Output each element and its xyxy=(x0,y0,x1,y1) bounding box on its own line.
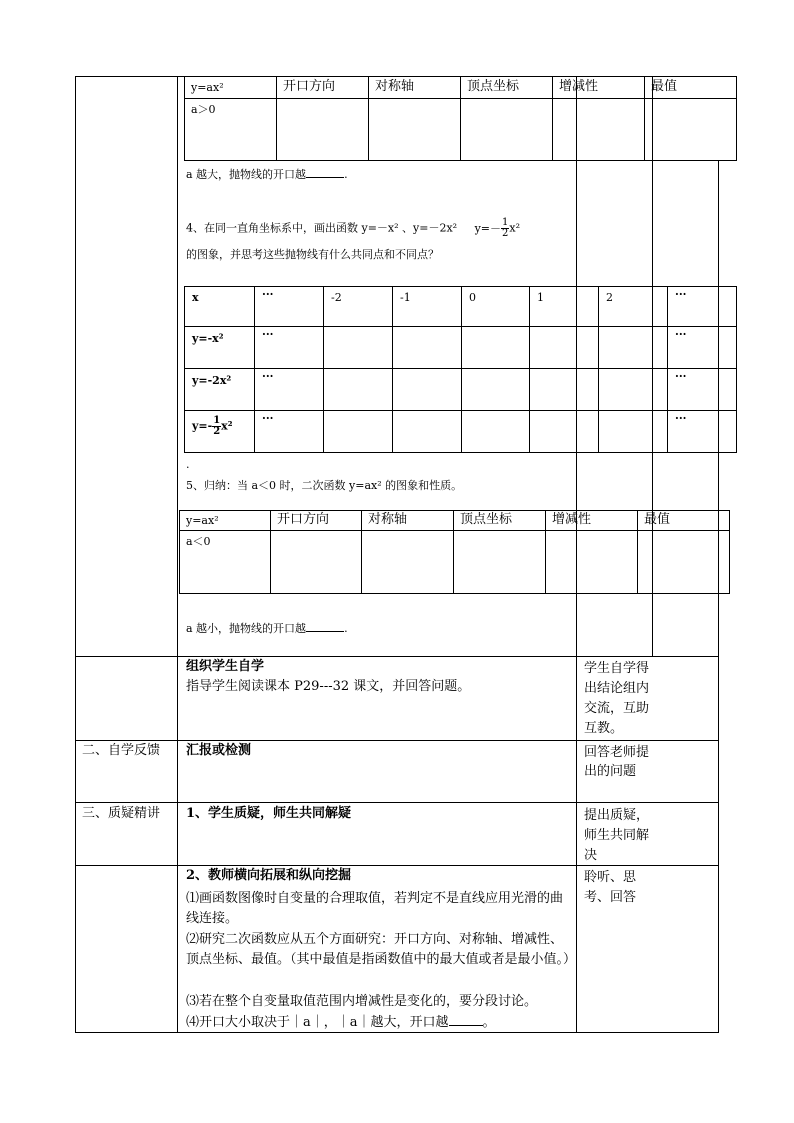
outer-top-left-border xyxy=(75,76,185,77)
value-table-row-ellipsis: ··· xyxy=(262,370,274,383)
table-positive-header-func: y=ax² xyxy=(191,81,224,94)
extra-column-border xyxy=(652,76,653,656)
value-table-header-0: 0 xyxy=(469,291,476,304)
value-table-header-2: 2 xyxy=(606,291,613,304)
value-table-header-neg1: -1 xyxy=(400,291,411,304)
q4-line1: 4、在同一直角坐标系中，画出函数 y=－x² 、y=－2x² y=－ $\frac{1}{2}$ x² xyxy=(186,217,521,239)
value-table-header-ellipsis-right: ··· xyxy=(675,288,687,301)
table-negative-header-extreme: 最值 xyxy=(644,512,671,527)
q5-text: 5、归纳：当 a＜0 时，二次函数 y=ax² 的图象和性质。 xyxy=(186,479,463,492)
note-negative: a 越小，抛物线的开口越 . xyxy=(186,619,348,636)
extend-point-4: ⑷开口大小取决于｜a｜，｜a｜越大，开口越 。 xyxy=(186,1015,496,1030)
table-negative-header-axis: 对称轴 xyxy=(368,512,408,527)
extend-point-1: ⑴画函数图像时自变量的合理取值，若判定不是直线应用光滑的曲线连接。 xyxy=(186,891,564,926)
table-positive-row-label: a＞0 xyxy=(191,103,216,116)
feedback-title: 汇报或检测 xyxy=(186,743,252,758)
table-negative-header-monotonic: 增减性 xyxy=(552,512,592,527)
table-negative-header-vertex: 顶点坐标 xyxy=(460,512,513,527)
explain-student-activity: 提出质疑，师生共同解决 xyxy=(584,808,650,863)
extend-student-activity: 聆听、思考、回答 xyxy=(584,870,637,905)
table-negative-row-label: a＜0 xyxy=(186,535,211,548)
note-positive: a 越大，抛物线的开口越 . xyxy=(186,165,348,182)
table-positive-header-monotonic: 增减性 xyxy=(559,79,599,94)
row-divider xyxy=(75,740,719,741)
value-table-row-label: y=-2x² xyxy=(192,374,232,387)
table-positive-header-axis: 对称轴 xyxy=(375,79,415,94)
table-negative-header-direction: 开口方向 xyxy=(277,512,330,527)
stray-dot: . xyxy=(186,458,190,471)
outer-right-border xyxy=(718,160,719,1032)
self-study-student-activity: 学生自学得出结论组内交流，互助互教。 xyxy=(584,661,650,736)
outer-bottom-border xyxy=(75,1032,719,1033)
content-column-border xyxy=(576,76,577,1032)
value-table-row-ellipsis: ··· xyxy=(262,328,274,341)
table-positive-header-vertex: 顶点坐标 xyxy=(467,79,520,94)
value-table-row-label: y=- $\frac{1}{2}$ x² xyxy=(192,415,233,437)
extend-point-2: ⑵研究二次函数应从五个方面研究：开口方向、对称轴、增减性、顶点坐标、最值。（其中最值是指函数值中的最大值或者是最小值。） xyxy=(186,932,577,967)
explain-title: 1、学生质疑，师生共同解疑 xyxy=(186,806,352,821)
value-table-header-neg2: -2 xyxy=(331,291,342,304)
q4-line2: 的图象，并思考这些抛物线有什么共同点和不同点？ xyxy=(186,248,439,261)
value-table-header-x: x xyxy=(192,291,199,304)
table-positive-header-direction: 开口方向 xyxy=(283,79,336,94)
value-table-row-ellipsis: ··· xyxy=(675,328,687,341)
table-negative-header-func: y=ax² xyxy=(186,514,219,527)
row-divider xyxy=(75,802,719,803)
value-table-header-ellipsis-left: ··· xyxy=(262,288,274,301)
feedback-student-activity: 回答老师提出的问题 xyxy=(584,745,650,779)
self-study-title: 组织学生自学 xyxy=(186,659,265,674)
outer-left-border xyxy=(75,76,76,1032)
value-table-header-1: 1 xyxy=(537,291,544,304)
value-table-row-ellipsis: ··· xyxy=(675,370,687,383)
q4-fraction: $\frac{1}{2}$ xyxy=(502,217,509,239)
extend-point-3: ⑶若在整个自变量取值范围内增减性是变化的，要分段讨论。 xyxy=(186,994,538,1009)
explain-label: 三、质疑精讲 xyxy=(82,806,161,821)
value-table-row-ellipsis: ··· xyxy=(262,412,274,425)
label-column-border xyxy=(177,76,178,1032)
value-table-row-ellipsis: ··· xyxy=(675,412,687,425)
self-study-text: 指导学生阅读课本 P29---32 课文，并回答问题。 xyxy=(186,679,471,694)
value-table-row-label: y=-x² xyxy=(192,332,224,345)
extend-title: 2、教师横向拓展和纵向挖掘 xyxy=(186,868,352,883)
row-divider xyxy=(75,656,719,657)
table-positive-header-extreme: 最值 xyxy=(651,79,678,94)
feedback-label: 二、自学反馈 xyxy=(82,743,161,758)
